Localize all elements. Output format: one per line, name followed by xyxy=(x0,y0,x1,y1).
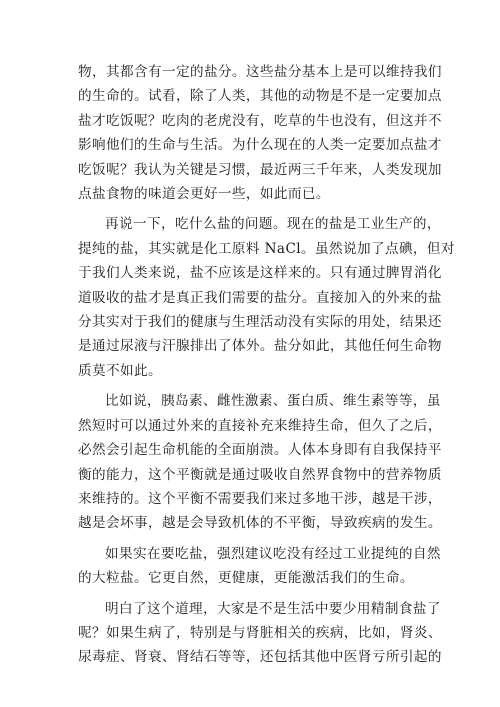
document-page xyxy=(78,60,455,700)
text-line: 分其实对于我们的健康与生理活动没有实际的用处，结果还 xyxy=(78,314,442,331)
text-line: 比如说，胰岛素、雌性激素、蛋白质、维生素等等，虽 xyxy=(105,393,441,410)
text-line: 盐才吃饭呢？吃肉的老虎没有，吃草的牛也没有，但这并不 xyxy=(78,112,442,129)
text-line: 提纯的盐，其实就是化工原料 NaCl。虽然说加了点碘，但对 xyxy=(78,240,455,257)
text-line: 是通过尿液与汗腺排出了体外。盐分如此，其他任何生命物 xyxy=(78,338,442,355)
paragraph-2 xyxy=(78,212,455,383)
text-line: 影响他们的生命与生活。为什么现在的人类一定要加点盐才 xyxy=(78,137,442,154)
text-line: 明白了这个道理，大家是不是生活中要少用精制食盐了 xyxy=(105,600,441,617)
text-line: 点盐食物的味道会更好一些，如此而已。 xyxy=(78,186,330,203)
text-line: 的大粒盐。它更自然，更健康，更能激活我们的生命。 xyxy=(78,570,414,587)
text-line: 道吸收的盐才是真正我们需要的盐分。直接加入的外来的盐 xyxy=(78,289,442,306)
text-line: 尿毒症、肾衰、肾结石等等，还包括其他中医肾亏所引起的 xyxy=(78,649,442,666)
text-line: 吃饭呢？我认为关键是习惯，最近两三千年来，人类发现加 xyxy=(78,161,442,178)
text-line: 于我们人类来说，盐不应该是这样来的。只有通过脾胃消化 xyxy=(78,265,442,282)
paragraph-4 xyxy=(78,542,441,591)
paragraph-5 xyxy=(78,597,442,670)
text-line: 呢？如果生病了，特别是与肾脏相关的疾病，比如，肾炎、 xyxy=(78,624,442,641)
paragraph-1 xyxy=(78,60,442,206)
text-line: 然短时可以通过外来的直接补充来维持生命，但久了之后， xyxy=(78,417,442,434)
text-line: 必然会引起生命机能的全面崩溃。人体本身即有自我保持平 xyxy=(78,442,442,459)
text-line: 再说一下，吃什么盐的问题。现在的盐是工业生产的， xyxy=(105,216,441,233)
text-line: 如果实在要吃盐，强烈建议吃没有经过工业提纯的自然 xyxy=(105,545,441,562)
text-line: 物，其都含有一定的盐分。这些盐分基本上是可以维持我们 xyxy=(78,64,442,80)
text-line: 越是会坏事，越是会导致机体的不平衡，导致疾病的发生。 xyxy=(78,515,442,532)
paragraph-3 xyxy=(78,389,442,535)
text-line: 质莫不如此。 xyxy=(78,362,162,379)
text-line: 来维持的。这个平衡不需要我们来过多地干涉，越是干涉， xyxy=(78,490,442,507)
text-line: 衡的能力，这个平衡就是通过吸收自然界食物中的营养物质 xyxy=(78,466,442,483)
text-line: 的生命的。试看，除了人类，其他的动物是不是一定要加点 xyxy=(78,88,442,105)
